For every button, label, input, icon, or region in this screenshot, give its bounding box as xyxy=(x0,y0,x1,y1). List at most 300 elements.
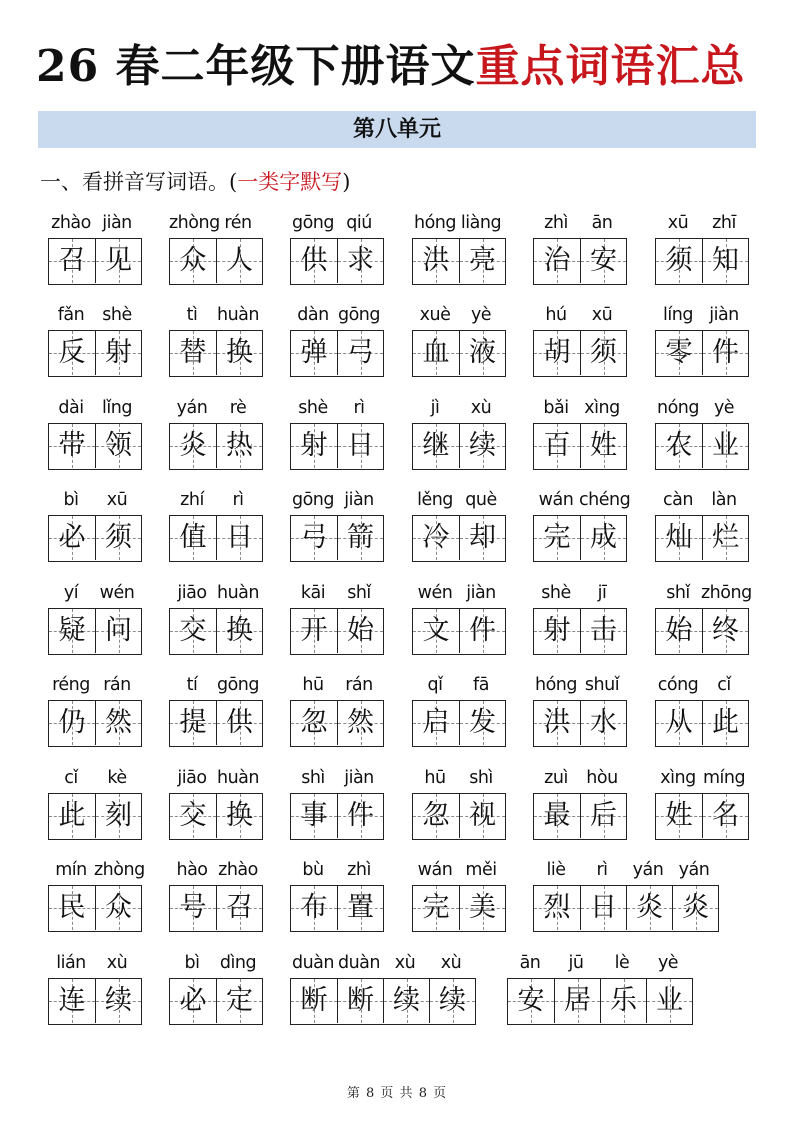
tianzige-boxes xyxy=(169,330,263,377)
pinyin-syllable: gōng xyxy=(291,490,334,510)
hanzi-character: 召 xyxy=(58,245,86,276)
pinyin-syllable: shè xyxy=(102,305,132,325)
hanzi-character: 交 xyxy=(179,800,207,831)
hanzi-character: 业 xyxy=(656,985,683,1016)
tianzige-cell xyxy=(459,794,505,838)
tianzige-boxes xyxy=(169,515,263,562)
tianzige-cell xyxy=(291,701,337,745)
word-pinyin xyxy=(412,580,504,606)
pinyin-syllable: hào xyxy=(176,860,208,880)
hanzi-character: 提 xyxy=(179,707,207,738)
pinyin-syllable: shè xyxy=(298,398,328,418)
pinyin-syllable: jiàn xyxy=(102,213,132,233)
hanzi-character: 必 xyxy=(58,522,86,553)
word-pinyin xyxy=(412,672,504,698)
pinyin-syllable: chéng xyxy=(579,490,631,510)
word-pinyin xyxy=(48,765,140,791)
tianzige-boxes xyxy=(48,515,142,562)
tianzige-cell xyxy=(534,516,580,560)
tianzige-boxes xyxy=(655,238,749,285)
hanzi-character: 液 xyxy=(469,337,496,368)
word-pinyin xyxy=(169,765,261,791)
hanzi-character: 射 xyxy=(300,430,328,461)
tianzige-cell xyxy=(656,331,702,375)
word-pinyin xyxy=(655,395,747,421)
tianzige-cell xyxy=(702,516,748,560)
tianzige-cell xyxy=(337,516,383,560)
hanzi-character: 热 xyxy=(226,430,253,461)
hanzi-character: 射 xyxy=(105,337,132,368)
word-pinyin xyxy=(48,395,140,421)
pinyin-syllable: yán xyxy=(632,860,664,880)
tianzige-boxes xyxy=(655,793,749,840)
pinyin-syllable: hū xyxy=(302,675,324,695)
tianzige-cell xyxy=(429,979,475,1023)
word-pinyin xyxy=(169,395,261,421)
hanzi-character: 炎 xyxy=(682,892,709,923)
tianzige-cell xyxy=(337,331,383,375)
tianzige-boxes xyxy=(412,700,506,747)
tianzige-boxes xyxy=(655,700,749,747)
hanzi-character: 后 xyxy=(590,800,617,831)
pinyin-syllable: tì xyxy=(186,305,198,325)
word-pinyin xyxy=(533,857,717,883)
pinyin-syllable: duàn xyxy=(337,953,380,973)
hanzi-character: 断 xyxy=(347,985,374,1016)
tianzige-cell xyxy=(216,886,262,930)
word-pinyin xyxy=(412,395,504,421)
hanzi-character: 定 xyxy=(226,985,253,1016)
pinyin-syllable: hòu xyxy=(586,768,618,788)
hanzi-character: 水 xyxy=(590,707,617,738)
hanzi-character: 弓 xyxy=(300,522,328,553)
tianzige-cell xyxy=(337,701,383,745)
hanzi-character: 成 xyxy=(590,522,617,553)
word-pinyin xyxy=(533,302,625,328)
tianzige-cell xyxy=(413,424,459,468)
tianzige-cell xyxy=(534,701,580,745)
pinyin-syllable: wán xyxy=(538,490,574,510)
tianzige-cell xyxy=(337,886,383,930)
tianzige-cell xyxy=(554,979,600,1023)
tianzige-cell xyxy=(534,609,580,653)
pinyin-syllable: huàn xyxy=(217,768,259,788)
hanzi-character: 亮 xyxy=(469,245,496,276)
pinyin-syllable: xù xyxy=(470,398,492,418)
pinyin-syllable: shuǐ xyxy=(584,675,620,695)
tianzige-cell xyxy=(170,239,216,283)
tianzige-cell xyxy=(337,794,383,838)
pinyin-syllable: jiàn xyxy=(344,490,374,510)
pinyin-syllable: rì xyxy=(596,860,608,880)
tianzige-cell xyxy=(95,516,141,560)
hanzi-character: 带 xyxy=(58,430,86,461)
pinyin-syllable: gōng xyxy=(216,675,259,695)
pinyin-syllable: gōng xyxy=(337,305,380,325)
pinyin-syllable: jiāo xyxy=(177,768,207,788)
tianzige-cell xyxy=(534,239,580,283)
tianzige-cell xyxy=(600,979,646,1023)
tianzige-cell xyxy=(580,794,626,838)
pinyin-syllable: dài xyxy=(58,398,84,418)
hanzi-character: 日 xyxy=(347,430,374,461)
hanzi-character: 置 xyxy=(347,892,374,923)
tianzige-cell xyxy=(656,424,702,468)
word-pinyin xyxy=(48,857,145,883)
word-pinyin xyxy=(655,302,747,328)
section-heading-close: ) xyxy=(342,170,351,194)
tianzige-cell xyxy=(216,609,262,653)
pinyin-syllable: hóng xyxy=(414,213,456,233)
pinyin-syllable: hū xyxy=(424,768,446,788)
pinyin-syllable: jiàn xyxy=(709,305,739,325)
pinyin-syllable: xù xyxy=(106,953,128,973)
tianzige-cell xyxy=(95,979,141,1023)
hanzi-character: 断 xyxy=(300,985,328,1016)
pinyin-syllable: nóng xyxy=(657,398,699,418)
tianzige-cell xyxy=(459,239,505,283)
hanzi-character: 替 xyxy=(179,337,207,368)
tianzige-boxes xyxy=(412,238,506,285)
pinyin-syllable: rè xyxy=(229,398,247,418)
pinyin-syllable: fǎn xyxy=(57,305,85,325)
pinyin-syllable: yè xyxy=(657,953,679,973)
tianzige-cell xyxy=(459,331,505,375)
pinyin-syllable: wén xyxy=(417,583,453,603)
tianzige-cell xyxy=(216,331,262,375)
hanzi-character: 领 xyxy=(105,430,132,461)
word-pinyin xyxy=(533,210,625,236)
pinyin-syllable: yè xyxy=(470,305,492,325)
tianzige-cell xyxy=(413,516,459,560)
tianzige-cell xyxy=(170,794,216,838)
tianzige-cell xyxy=(95,886,141,930)
pinyin-syllable: jī xyxy=(597,583,607,603)
pinyin-syllable: jū xyxy=(568,953,584,973)
page-title-highlight: 重点词语汇总 xyxy=(475,41,746,92)
tianzige-cell xyxy=(646,979,692,1023)
pinyin-syllable: líng xyxy=(663,305,693,325)
hanzi-character: 换 xyxy=(226,615,253,646)
tianzige-cell xyxy=(580,609,626,653)
hanzi-character: 号 xyxy=(179,892,207,923)
tianzige-cell xyxy=(580,516,626,560)
tianzige-cell xyxy=(656,701,702,745)
tianzige-boxes xyxy=(655,515,749,562)
pinyin-syllable: xuè xyxy=(419,305,451,325)
pinyin-syllable: xù xyxy=(394,953,416,973)
hanzi-character: 忽 xyxy=(422,800,450,831)
hanzi-character: 继 xyxy=(422,430,450,461)
tianzige-cell xyxy=(534,424,580,468)
hanzi-character: 完 xyxy=(422,892,450,923)
pinyin-syllable: zhòng xyxy=(94,860,145,880)
tianzige-boxes xyxy=(48,793,142,840)
hanzi-character: 完 xyxy=(543,522,571,553)
hanzi-character: 布 xyxy=(300,892,328,923)
tianzige-boxes xyxy=(48,238,142,285)
pinyin-syllable: tí xyxy=(186,675,198,695)
word-pinyin xyxy=(533,765,625,791)
word-pinyin xyxy=(290,672,382,698)
tianzige-boxes xyxy=(48,608,142,655)
tianzige-boxes xyxy=(412,885,506,932)
pinyin-syllable: cǐ xyxy=(64,768,78,788)
pinyin-syllable: huàn xyxy=(217,305,259,325)
hanzi-character: 业 xyxy=(712,430,739,461)
pinyin-syllable: míng xyxy=(702,768,746,788)
hanzi-character: 然 xyxy=(105,707,132,738)
tianzige-cell xyxy=(49,886,95,930)
tianzige-boxes xyxy=(48,978,142,1025)
page-title-main: 26 春二年级下册语文 xyxy=(36,41,476,92)
pinyin-syllable: bì xyxy=(63,490,79,510)
word-pinyin xyxy=(48,487,140,513)
hanzi-character: 却 xyxy=(469,522,496,553)
tianzige-cell xyxy=(337,979,383,1023)
pinyin-syllable: wán xyxy=(417,860,453,880)
section-heading-highlight: 一类字默写 xyxy=(237,170,343,194)
tianzige-cell xyxy=(508,979,554,1023)
tianzige-cell xyxy=(216,424,262,468)
hanzi-character: 安 xyxy=(590,245,617,276)
tianzige-boxes xyxy=(169,793,263,840)
hanzi-character: 众 xyxy=(179,245,207,276)
hanzi-character: 箭 xyxy=(347,522,374,553)
tianzige-cell xyxy=(413,794,459,838)
pinyin-syllable: zhòng xyxy=(169,213,220,233)
hanzi-character: 烈 xyxy=(543,892,571,923)
hanzi-character: 须 xyxy=(665,245,693,276)
hanzi-character: 美 xyxy=(469,892,496,923)
pinyin-syllable: xū xyxy=(667,213,689,233)
pinyin-syllable: rì xyxy=(353,398,365,418)
pinyin-syllable: lěng xyxy=(417,490,453,510)
tianzige-boxes xyxy=(533,793,627,840)
tianzige-boxes xyxy=(655,330,749,377)
tianzige-boxes xyxy=(169,700,263,747)
hanzi-character: 从 xyxy=(665,707,693,738)
word-pinyin xyxy=(290,950,474,976)
word-pinyin xyxy=(533,395,625,421)
hanzi-character: 换 xyxy=(226,337,253,368)
tianzige-cell xyxy=(291,886,337,930)
word-pinyin xyxy=(655,487,747,513)
hanzi-character: 炎 xyxy=(636,892,663,923)
word-pinyin xyxy=(533,672,625,698)
tianzige-cell xyxy=(216,516,262,560)
pinyin-syllable: xū xyxy=(591,305,613,325)
tianzige-boxes xyxy=(169,885,263,932)
hanzi-character: 件 xyxy=(469,615,496,646)
pinyin-syllable: zhōng xyxy=(701,583,752,603)
pinyin-syllable: shì xyxy=(469,768,493,788)
word-pinyin xyxy=(290,857,382,883)
pinyin-syllable: lián xyxy=(56,953,86,973)
pinyin-syllable: cǐ xyxy=(717,675,731,695)
word-pinyin xyxy=(655,210,747,236)
pinyin-syllable: xìng xyxy=(660,768,696,788)
tianzige-cell xyxy=(534,886,580,930)
pinyin-syllable: yè xyxy=(713,398,735,418)
hanzi-character: 事 xyxy=(300,800,328,831)
tianzige-boxes xyxy=(48,423,142,470)
hanzi-character: 洪 xyxy=(422,245,450,276)
word-pinyin xyxy=(655,580,752,606)
hanzi-character: 连 xyxy=(58,985,86,1016)
tianzige-boxes xyxy=(655,423,749,470)
tianzige-cell xyxy=(95,609,141,653)
pinyin-syllable: réng xyxy=(52,675,90,695)
hanzi-character: 日 xyxy=(590,892,617,923)
hanzi-character: 视 xyxy=(469,800,496,831)
tianzige-cell xyxy=(656,794,702,838)
pinyin-syllable: xìng xyxy=(584,398,620,418)
word-pinyin xyxy=(412,765,504,791)
pinyin-syllable: duàn xyxy=(291,953,334,973)
hanzi-character: 农 xyxy=(665,430,693,461)
tianzige-cell xyxy=(95,424,141,468)
pinyin-syllable: bù xyxy=(302,860,324,880)
pinyin-syllable: rán xyxy=(345,675,373,695)
hanzi-character: 乐 xyxy=(610,985,637,1016)
hanzi-character: 弓 xyxy=(347,337,374,368)
tianzige-cell xyxy=(170,424,216,468)
pinyin-syllable: yán xyxy=(176,398,208,418)
word-pinyin xyxy=(290,395,382,421)
word-pinyin xyxy=(290,487,382,513)
word-pinyin xyxy=(48,580,140,606)
tianzige-cell xyxy=(216,239,262,283)
tianzige-cell xyxy=(170,979,216,1023)
pinyin-syllable: gōng xyxy=(291,213,334,233)
hanzi-character: 反 xyxy=(58,337,86,368)
unit-banner: 第八单元 xyxy=(38,111,756,148)
pinyin-syllable: liè xyxy=(546,860,566,880)
hanzi-character: 血 xyxy=(422,337,450,368)
hanzi-character: 件 xyxy=(712,337,739,368)
tianzige-boxes xyxy=(533,515,627,562)
tianzige-cell xyxy=(170,516,216,560)
hanzi-character: 件 xyxy=(347,800,374,831)
tianzige-boxes xyxy=(290,978,476,1025)
tianzige-boxes xyxy=(507,978,693,1025)
pinyin-syllable: qiú xyxy=(346,213,372,233)
pinyin-syllable: lǐng xyxy=(102,398,132,418)
tianzige-cell xyxy=(49,701,95,745)
tianzige-cell xyxy=(49,516,95,560)
tianzige-cell xyxy=(49,239,95,283)
word-pinyin xyxy=(412,210,504,236)
word-pinyin xyxy=(655,765,747,791)
pinyin-syllable: hóng xyxy=(535,675,577,695)
pinyin-syllable: rén xyxy=(224,213,252,233)
tianzige-boxes xyxy=(48,885,142,932)
tianzige-cell xyxy=(291,609,337,653)
tianzige-cell xyxy=(337,609,383,653)
tianzige-cell xyxy=(291,794,337,838)
tianzige-boxes xyxy=(290,238,384,285)
pinyin-syllable: bǎi xyxy=(543,398,569,418)
word-pinyin xyxy=(655,672,747,698)
tianzige-cell xyxy=(459,886,505,930)
hanzi-character: 仍 xyxy=(58,707,86,738)
tianzige-cell xyxy=(656,609,702,653)
word-pinyin xyxy=(48,302,140,328)
word-pinyin xyxy=(48,210,140,236)
pinyin-syllable: fā xyxy=(473,675,489,695)
hanzi-character: 刻 xyxy=(105,800,132,831)
hanzi-character: 零 xyxy=(665,337,693,368)
word-pinyin xyxy=(533,580,625,606)
tianzige-cell xyxy=(580,701,626,745)
pinyin-syllable: yí xyxy=(63,583,79,603)
hanzi-character: 启 xyxy=(422,707,450,738)
tianzige-cell xyxy=(413,701,459,745)
watermark xyxy=(50,1002,54,1016)
tianzige-cell xyxy=(291,424,337,468)
tianzige-boxes xyxy=(169,978,263,1025)
tianzige-boxes xyxy=(290,515,384,562)
pinyin-syllable: lè xyxy=(614,953,630,973)
tianzige-boxes xyxy=(533,608,627,655)
pinyin-syllable: shǐ xyxy=(347,583,371,603)
tianzige-cell xyxy=(216,794,262,838)
hanzi-character: 开 xyxy=(300,615,328,646)
tianzige-cell xyxy=(656,516,702,560)
pinyin-syllable: càn xyxy=(663,490,693,510)
pinyin-syllable: shè xyxy=(541,583,571,603)
tianzige-boxes xyxy=(290,885,384,932)
word-pinyin xyxy=(507,950,691,976)
tianzige-boxes xyxy=(655,608,749,655)
hanzi-character: 问 xyxy=(105,615,132,646)
tianzige-cell xyxy=(49,794,95,838)
word-pinyin xyxy=(412,487,504,513)
tianzige-cell xyxy=(216,979,262,1023)
tianzige-cell xyxy=(291,239,337,283)
tianzige-boxes xyxy=(533,700,627,747)
tianzige-boxes xyxy=(533,238,627,285)
pinyin-syllable: měi xyxy=(465,860,497,880)
tianzige-cell xyxy=(580,331,626,375)
tianzige-cell xyxy=(702,239,748,283)
word-pinyin xyxy=(169,580,261,606)
hanzi-character: 换 xyxy=(226,800,253,831)
tianzige-boxes xyxy=(48,700,142,747)
tianzige-cell xyxy=(459,609,505,653)
hanzi-character: 居 xyxy=(564,985,591,1016)
pinyin-syllable: xù xyxy=(440,953,462,973)
tianzige-cell xyxy=(95,701,141,745)
tianzige-cell xyxy=(702,701,748,745)
tianzige-cell xyxy=(702,331,748,375)
tianzige-cell xyxy=(95,239,141,283)
tianzige-cell xyxy=(291,331,337,375)
hanzi-character: 众 xyxy=(105,892,132,923)
pinyin-syllable: ān xyxy=(591,213,613,233)
tianzige-cell xyxy=(291,516,337,560)
pinyin-syllable: rì xyxy=(232,490,244,510)
tianzige-cell xyxy=(383,979,429,1023)
hanzi-character: 须 xyxy=(590,337,617,368)
word-pinyin xyxy=(169,210,261,236)
tianzige-cell xyxy=(337,239,383,283)
word-pinyin xyxy=(169,857,261,883)
tianzige-boxes xyxy=(290,700,384,747)
tianzige-boxes xyxy=(533,423,627,470)
hanzi-character: 洪 xyxy=(543,707,571,738)
